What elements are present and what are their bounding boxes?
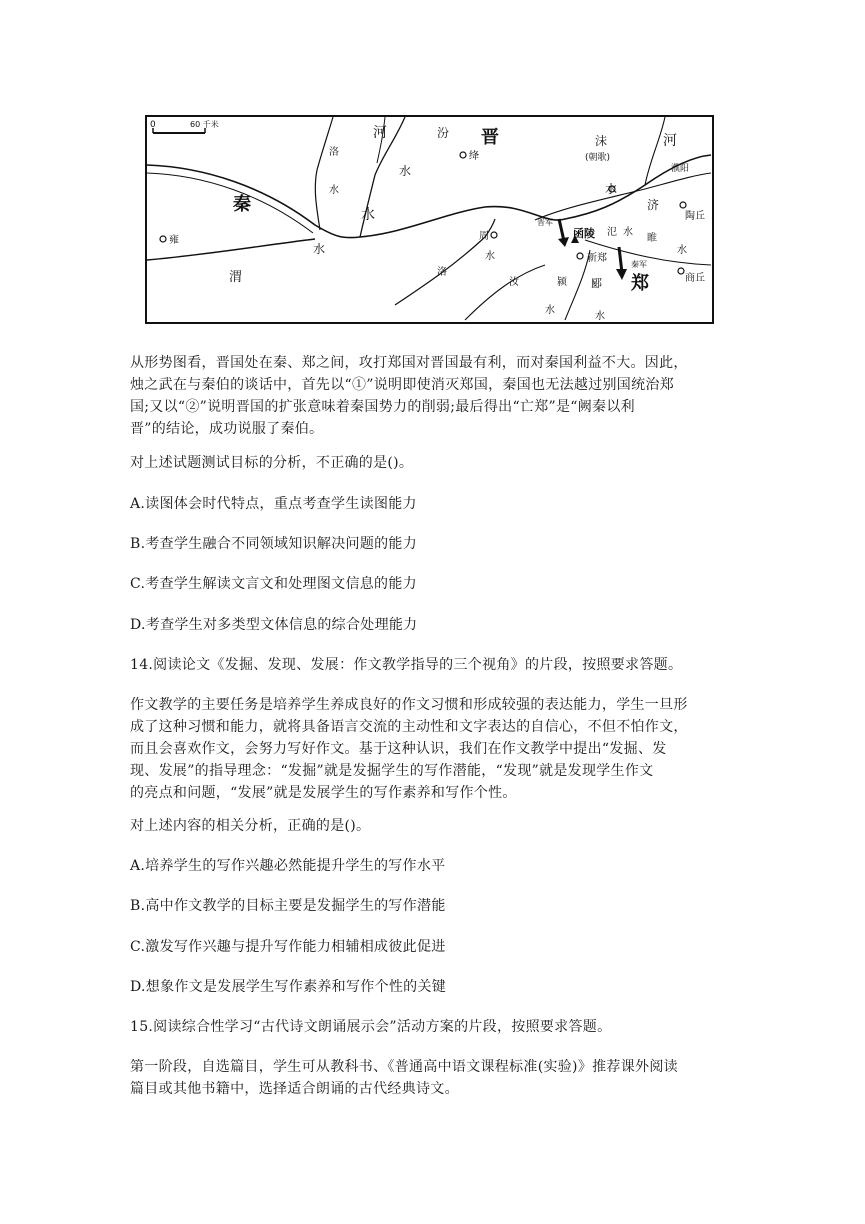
label-zhao: 沫 <box>595 134 608 148</box>
q13-option-a: A.读图体会时代特点，重点考查学生读图能力 <box>130 496 417 512</box>
label-luo-south: 洛 <box>437 267 447 278</box>
label-sui: 睢 <box>647 233 657 244</box>
label-qin: 秦 <box>233 194 251 215</box>
paragraph-line: 而且会喜欢作文，会努力写好作文。基于这种认识，我们在作文教学中提出“发掘、发 <box>130 741 667 757</box>
label-shui: 水 <box>677 245 687 256</box>
paragraph-line: 从形势图看，晋国处在秦、郑之间，攻打郑国对晋国最有利，而对秦国利益不大。因此， <box>130 355 688 371</box>
paragraph-line: 的亮点和问题，“发展”就是发展学生的写作素养和写作个性。 <box>130 785 517 801</box>
label-zhou: 周 <box>479 231 489 242</box>
paragraph-line: 第一阶段，自选篇目，学生可从教科书、《普通高中语文课程标准(实验)》推荐课外阅读 <box>130 1059 678 1075</box>
label-jiang: 绛 <box>469 151 479 162</box>
q14-option-c: C.激发写作兴趣与提升写作能力相辅相成彼此促进 <box>130 939 446 955</box>
paragraph-line: 篇目或其他书籍中，选择适合朗诵的古代经典诗文。 <box>130 1081 459 1097</box>
label-he-east: 河 <box>663 133 677 149</box>
label-luo-north: 洛 <box>329 147 339 158</box>
label-shui: 水 <box>605 182 618 196</box>
label-taoqiu: 陶丘 <box>685 211 705 222</box>
q14-stem: 对上述内容的相关分析，正确的是()。 <box>130 818 371 834</box>
q13-option-d: D.考查学生对多类型文体信息的综合处理能力 <box>130 617 418 633</box>
label-shui: 水 <box>361 207 375 223</box>
q13-stem: 对上述试题测试目标的分析，不正确的是()。 <box>130 455 414 471</box>
label-shui: 水 <box>595 311 605 322</box>
label-ji: 济 <box>647 198 660 212</box>
label-shui: 水 <box>329 185 339 196</box>
label-qin-army: 秦军 <box>631 260 647 269</box>
label-fen: 汾 <box>437 126 450 140</box>
label-shui: 水 <box>623 227 633 238</box>
q14-option-a: A.培养学生的写作兴趣必然能提升学生的写作水平 <box>130 858 446 874</box>
label-fan: 氾 <box>607 227 617 238</box>
q14-option-d: D.想象作文是发展学生写作素养和写作个性的关键 <box>130 979 447 995</box>
q15-title: 15.阅读综合性学习“古代诗文朗诵展示会”活动方案的片段，按照要求答题。 <box>130 1019 612 1035</box>
label-jin-army: 晋军 <box>537 218 553 227</box>
activity-paragraph <box>130 1056 740 1100</box>
analysis-paragraph <box>130 352 740 440</box>
paragraph-line: 国;又以“②”说明晋国的扩张意味着秦国势力的削弱;最后得出“亡郑”是“阙秦以利 <box>130 399 635 415</box>
q14-option-b: B.高中作文教学的目标主要是发掘学生的写作潜能 <box>130 898 446 914</box>
q13-option-c: C.考查学生解读文言文和处理图文信息的能力 <box>130 576 417 592</box>
historical-map <box>145 115 714 324</box>
label-shui: 水 <box>545 305 555 316</box>
q14-title: 14.阅读论文《发掘、发现、发展：作文教学指导的三个视角》的片段，按照要求答题。 <box>130 657 683 673</box>
label-ying: 颍 <box>557 277 567 288</box>
q13-option-b: B.考查学生融合不同领域知识解决问题的能力 <box>130 536 418 552</box>
map-figure <box>145 115 714 324</box>
label-wei: 渭 <box>229 270 243 285</box>
paragraph-line: 现、发展”的指导理念：“发掘”就是发掘学生的写作潜能，“发现”就是发现学生作文 <box>130 763 654 779</box>
label-he: 河 <box>373 125 387 141</box>
label-shangqiu: 商丘 <box>685 273 705 284</box>
scale-zero: 0 <box>150 120 156 130</box>
label-zhaoge: (朝歌) <box>585 153 611 163</box>
label-zheng: 郑 <box>631 273 649 294</box>
paragraph-line: 成了这种习惯和能力，就将具备语言交流的主动性和文字表达的自信心，不但不怕作文， <box>130 719 688 735</box>
map-border <box>146 116 713 323</box>
paragraph-line: 作文教学的主要任务是培养学生养成良好的作文习惯和形成较强的表达能力，学生一旦形 <box>130 697 688 713</box>
scale-label: 60 千米 <box>190 120 219 129</box>
label-hanling: 函陵 <box>573 227 595 240</box>
label-puyang: 濮阳 <box>671 164 690 174</box>
paragraph-line: 烛之武在与秦伯的谈话中，首先以“①”说明即使消灭郑国，秦国也无法越过别国统治郑 <box>130 377 675 393</box>
label-shui: 水 <box>313 242 326 256</box>
label-shui: 水 <box>485 251 495 262</box>
label-yan: 郾 <box>591 277 602 290</box>
label-xinzheng: 新郑 <box>587 253 607 264</box>
label-yong: 雍 <box>169 235 179 246</box>
label-ru: 汝 <box>509 277 519 288</box>
essay-paragraph <box>130 694 740 804</box>
label-shui: 水 <box>399 164 412 178</box>
label-jin: 晋 <box>481 127 499 148</box>
paragraph-line: 晋”的结论，成功说服了秦伯。 <box>130 421 324 437</box>
